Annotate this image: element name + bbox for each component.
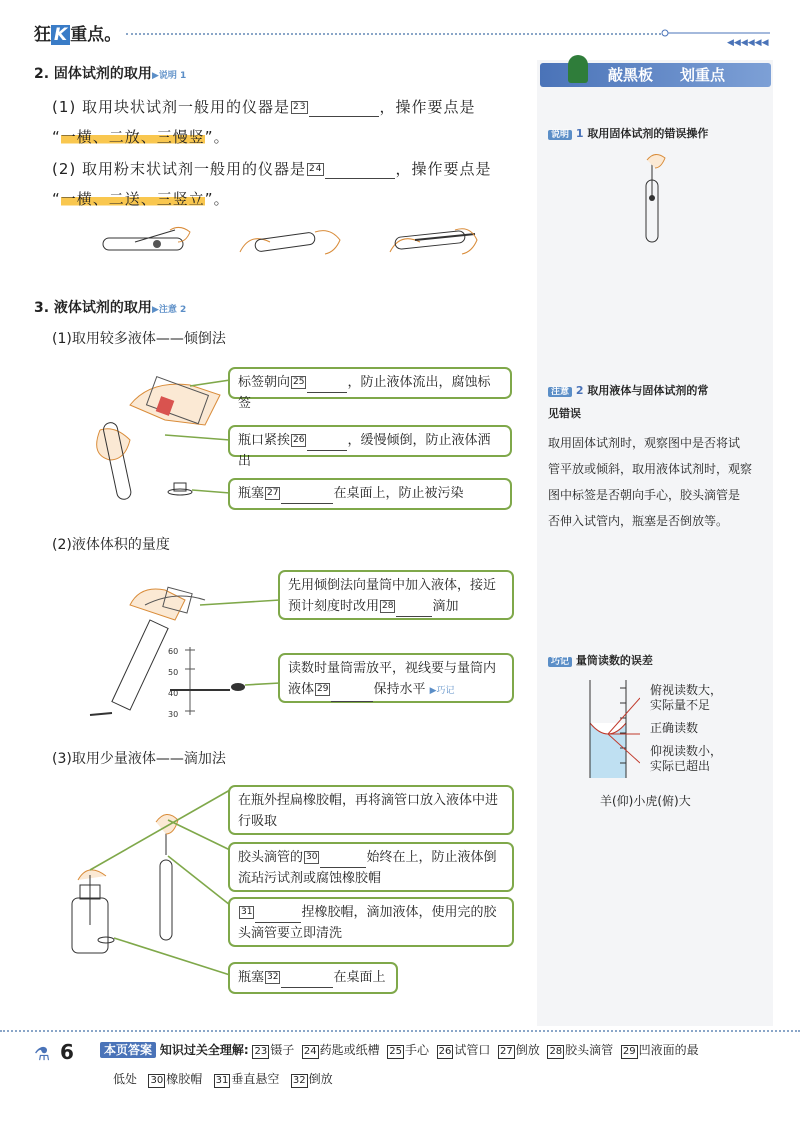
b29-tip: ▶巧记 <box>429 686 455 696</box>
header-logo <box>34 20 121 45</box>
note2-title-b: 见错误 <box>548 407 581 420</box>
s2-l1b: ，操作要点是 <box>379 98 476 116</box>
answer-item: 23 镊子 <box>254 1043 295 1057</box>
answer-item: 26 试管口 <box>438 1043 491 1057</box>
b27b: 在桌面上，防止被污染 <box>333 486 464 501</box>
sidebar-banner <box>540 63 771 87</box>
s2-open2: “ <box>52 190 61 208</box>
answer-lead: 知识过关全理解: <box>159 1043 249 1057</box>
note1-title: 取用固体试剂的错误操作 <box>587 127 709 140</box>
sidebar-note2-body <box>548 430 772 534</box>
logo-pre: 狂 <box>34 25 51 45</box>
b25a: 标签朝向 <box>238 375 291 390</box>
b31b: 头滴管要立即清洗 <box>238 926 343 941</box>
s2-l2b: ，操作要点是 <box>395 160 492 178</box>
blank-number-26: 26 <box>293 435 305 445</box>
section3-title <box>34 297 186 317</box>
answer-item: 24 药匙或纸槽 <box>303 1043 380 1057</box>
label-look-down-2: 实际量不足 <box>650 698 711 712</box>
note1-tag: 说明 <box>548 130 572 140</box>
answer-blank-23[interactable] <box>309 101 379 117</box>
callout-vertical-drop <box>228 897 514 947</box>
note3-tag: 巧记 <box>548 657 572 667</box>
blank-number-24: 24 <box>309 164 323 174</box>
highlight-phrase-2: 一横、二送、三竖立 <box>60 190 205 208</box>
sidebar-note1 <box>548 125 708 141</box>
section2-line3 <box>52 158 492 179</box>
note2-tag: 注意 <box>548 387 572 397</box>
b27a: 瓶塞 <box>238 486 265 501</box>
subheading-pouring: (1)取用较多液体——倾倒法 <box>52 331 226 347</box>
b30b: 始终在上，防止液体倒 <box>366 850 497 865</box>
answer-line1 <box>100 1041 790 1059</box>
answer-item: 30 橡胶帽 <box>150 1072 203 1086</box>
blank-number-31: 31 <box>241 907 253 917</box>
logo-post: 重点 <box>70 25 105 45</box>
answer-item: 32 倒放 <box>292 1072 333 1086</box>
answer-blank-28[interactable] <box>396 603 432 617</box>
blank-number-30: 30 <box>306 852 318 862</box>
blank-number-29: 29 <box>317 684 329 694</box>
b26b: ，缓慢倾倒，防止液体洒出 <box>238 433 491 469</box>
callout-reading-level <box>278 653 514 703</box>
answer-blank-25[interactable] <box>307 379 347 393</box>
b30c: 流玷污试剂或腐蚀橡胶帽 <box>238 871 382 886</box>
answer-item: 29 凹液面的最 <box>622 1043 699 1057</box>
answer-wrap: 低处 <box>113 1072 138 1086</box>
section2-line2 <box>52 126 230 147</box>
b1b: 行吸取 <box>238 814 278 829</box>
callout-bulb-up <box>228 842 514 892</box>
tube-paper-trough-illustration <box>240 231 340 254</box>
b28c: 滴加 <box>432 599 459 614</box>
mnemonic: 羊(仰)小虎(俯)大 <box>600 794 691 808</box>
header-dotted-rule <box>126 33 661 35</box>
tube-spatula-illustration <box>390 229 477 254</box>
answer-blank-31[interactable] <box>255 909 301 923</box>
answer-blank-30[interactable] <box>320 854 366 868</box>
label-look-up-2: 实际已超出 <box>650 759 711 773</box>
answer-blank-27[interactable] <box>281 490 333 504</box>
wrong-tube-illustration <box>632 150 672 245</box>
sidebar-note2 <box>548 380 768 425</box>
note1-num: 1 <box>575 127 584 140</box>
section2-title <box>34 63 186 83</box>
page-number: 6 <box>60 1040 74 1064</box>
label-look-down-1: 俯视读数大， <box>650 683 723 697</box>
answer-blank-32[interactable] <box>281 974 333 988</box>
section3-tip: ▶注意 2 <box>151 305 187 315</box>
header-decoration <box>655 24 780 46</box>
blank-number-25: 25 <box>293 377 305 387</box>
footer-dotted-rule <box>0 1030 800 1032</box>
meniscus-labels <box>650 683 722 774</box>
meniscus-reading-diagram <box>580 678 640 783</box>
svg-text:◀◀◀◀◀◀: ◀◀◀◀◀◀ <box>727 38 769 46</box>
blank-number-27: 27 <box>267 488 279 498</box>
scale-30: 30 <box>168 710 179 719</box>
answer-item: 28 胶头滴管 <box>549 1043 614 1057</box>
b32a: 瓶塞 <box>238 970 265 985</box>
blank-number-32: 32 <box>267 972 279 982</box>
b29a: 读数时量筒需放平，视线要与量筒内 <box>288 661 497 676</box>
note2-p1: 取用固体试剂时，观察图中是否将试 <box>548 436 741 450</box>
b31-line1 <box>238 902 504 923</box>
b26a: 瓶口紧挨 <box>238 433 291 448</box>
b28b: 预计刻度时改用 <box>288 599 380 614</box>
answer-blank-29[interactable] <box>331 688 373 702</box>
b1a: 在瓶外捏扁橡胶帽，再将滴管口放入液体中进 <box>238 793 499 808</box>
sidebar-note3 <box>548 652 653 668</box>
solid-reagent-illustrations <box>95 222 495 272</box>
answer-blank-26[interactable] <box>307 437 347 451</box>
page-number-box <box>30 1040 85 1070</box>
horizontal-tube-tweezers-illustration <box>103 227 190 250</box>
answer-item: 31 垂直悬空 <box>215 1072 280 1086</box>
b29b: 液体 <box>288 682 315 697</box>
highlight-phrase-1: 一横、二放、三慢竖 <box>60 128 205 146</box>
section2-line1 <box>52 96 476 117</box>
answer-item: 27 倒放 <box>500 1043 540 1057</box>
b32b: 在桌面上 <box>333 970 386 985</box>
label-correct: 正确读数 <box>650 721 699 735</box>
b28a: 先用倾倒法向量筒中加入液体，接近 <box>288 578 497 593</box>
s2-l1a: (1) 取用块状试剂一般用的仪器是 <box>52 98 291 116</box>
note2-num: 2 <box>575 384 584 397</box>
note2-p3: 图中标签是否朝向手心，胶头滴管是 <box>548 488 741 502</box>
b25b: ，防止液体流出，腐蚀标签 <box>238 375 491 411</box>
logo-dot: 。 <box>104 25 122 45</box>
cylinder-scale <box>168 641 178 725</box>
note3-title: 量筒读数的误差 <box>575 654 653 667</box>
subheading-measuring: (2)液体体积的量度 <box>52 537 170 553</box>
answer-line2 <box>113 1070 333 1088</box>
section2-line4 <box>52 188 230 209</box>
b30-line1 <box>238 847 504 868</box>
callout-bottle-mouth <box>228 425 512 469</box>
section2-title-text: 2. 固体试剂的取用 <box>34 66 152 82</box>
s2-l2a: (2) 取用粉末状试剂一般用的仪器是 <box>52 160 307 178</box>
note2-title-a: 取用液体与固体试剂的常 <box>587 384 709 397</box>
b30a: 胶头滴管的 <box>238 850 304 865</box>
flask-icon: ⚗ <box>34 1044 51 1065</box>
callout-stopper <box>228 478 512 510</box>
banner-text-2: 划重点 <box>680 66 726 84</box>
subheading-dropping: (3)取用少量液体——滴加法 <box>52 751 226 767</box>
blank-number-23: 23 <box>293 102 307 112</box>
teacher-icon <box>568 55 588 83</box>
s2-open1: “ <box>52 128 61 146</box>
section3-title-text: 3. 液体试剂的取用 <box>34 300 152 316</box>
b29c: 保持水平 <box>373 682 426 697</box>
s2-close2: ”。 <box>204 190 230 208</box>
b29-line2 <box>288 679 504 702</box>
note2-p2: 管平放或倾斜，取用液体试剂时，观察 <box>548 462 753 476</box>
label-look-up-1: 仰视读数小， <box>650 744 723 758</box>
answer-blank-24[interactable] <box>325 163 395 179</box>
answer-badge: 本页答案 <box>100 1042 156 1058</box>
callout-dropper-switch <box>278 570 514 620</box>
scale-50: 50 <box>168 668 179 677</box>
b31a: 捏橡胶帽，滴加液体，使用完的胶 <box>301 905 497 920</box>
callout-label-direction <box>228 367 512 411</box>
s2-close1: ”。 <box>204 128 230 146</box>
blank-number-28: 28 <box>382 601 394 611</box>
note2-p4: 否伸入试管内，瓶塞是否倒放等。 <box>548 514 729 528</box>
scale-40: 40 <box>168 689 179 698</box>
banner-text-1: 敲黑板 <box>608 66 654 84</box>
b28-line2 <box>288 596 504 617</box>
scale-60: 60 <box>168 647 179 656</box>
logo-k: K <box>51 25 70 45</box>
answer-item: 25 手心 <box>389 1043 430 1057</box>
callout-stopper-2 <box>228 962 398 994</box>
section2-tip: ▶说明 1 <box>151 71 187 81</box>
callout-squeeze-bulb <box>228 785 514 835</box>
